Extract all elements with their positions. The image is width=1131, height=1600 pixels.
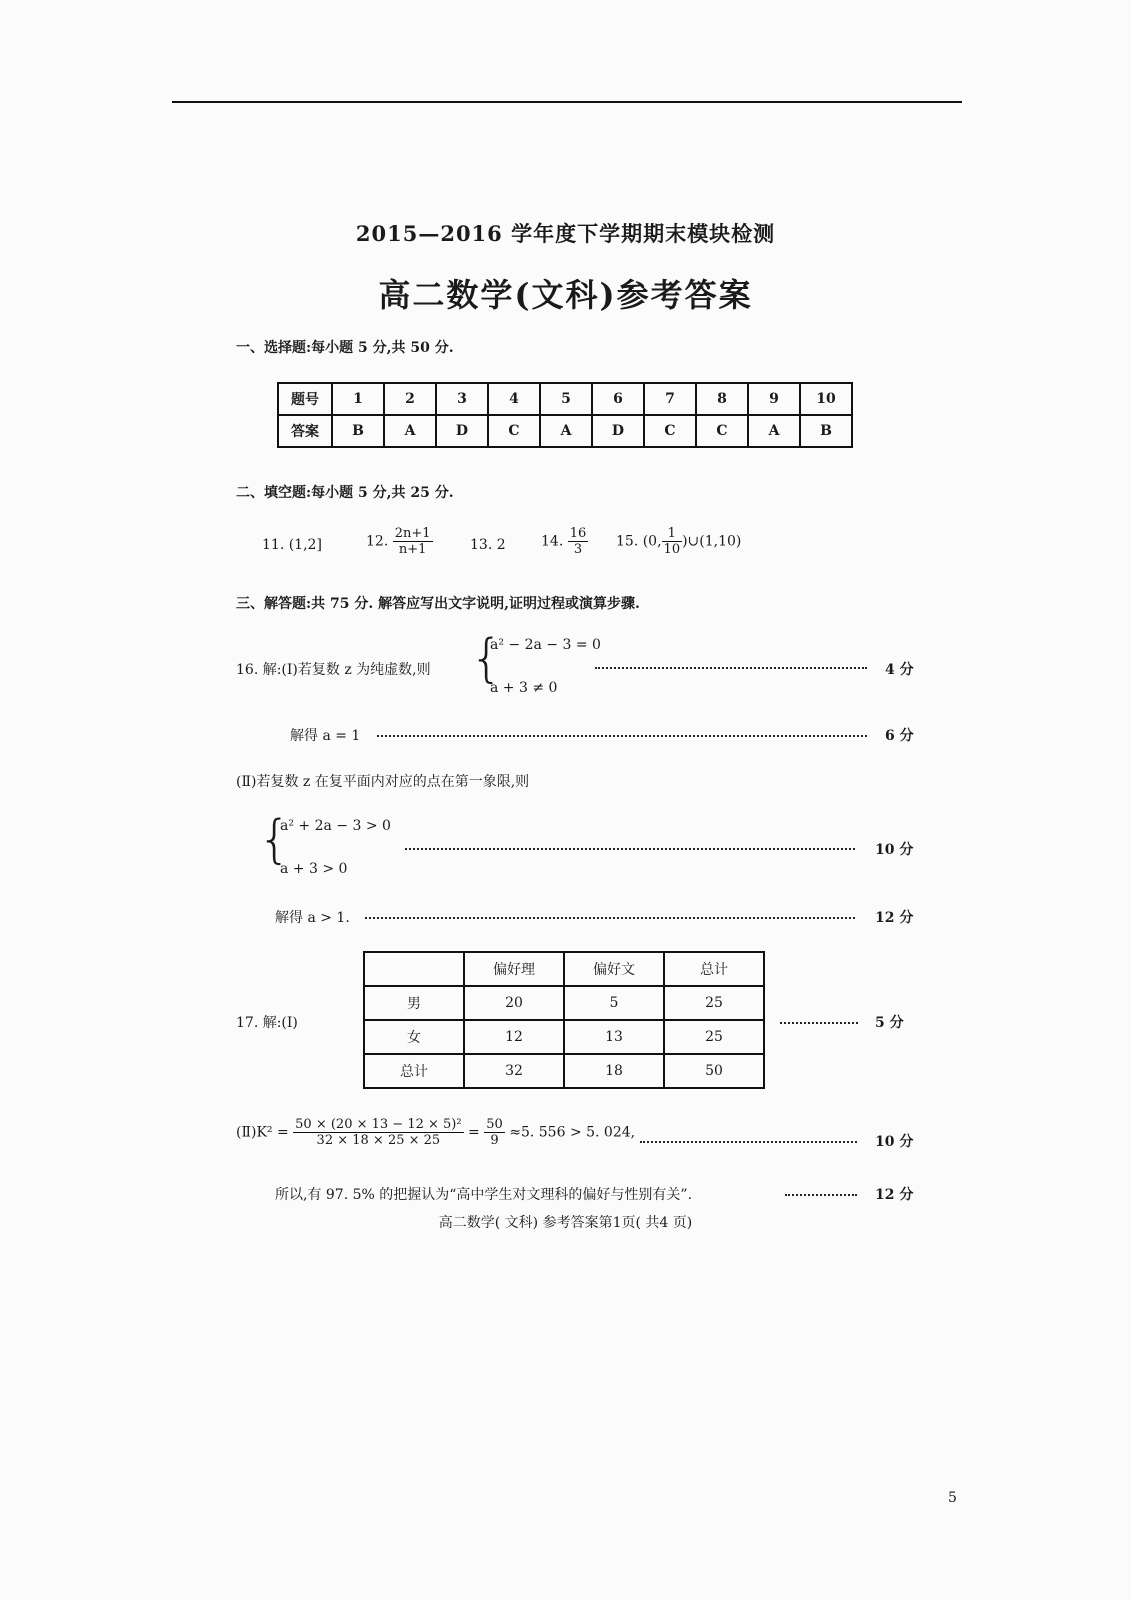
- answer-cell: C: [488, 415, 540, 447]
- leader-dots: [780, 1022, 858, 1024]
- table-cell: 5: [564, 986, 664, 1020]
- top-rule: [172, 101, 962, 103]
- answer-cell: B: [332, 415, 384, 447]
- q17-lead: 17. 解:(Ⅰ): [236, 1015, 298, 1031]
- page-number: 5: [948, 1490, 957, 1506]
- q17-part2: [236, 1117, 635, 1148]
- section1-heading: 一、选择题:每小题 5 分,共 50 分.: [236, 340, 454, 356]
- contingency-table: [363, 951, 765, 1089]
- table-cell: 32: [464, 1054, 564, 1088]
- denominator: n+1: [398, 542, 427, 557]
- table-cell: 20: [464, 986, 564, 1020]
- table-row: [364, 1020, 764, 1054]
- q16-solution-1: 解得 a = 1: [290, 728, 361, 744]
- answer-cell: C: [644, 415, 696, 447]
- q17-conclusion: 所以,有 97. 5% 的把握认为“高中学生对文理科的偏好与性别有关”.: [275, 1187, 693, 1203]
- question-number: 9: [748, 383, 800, 415]
- table-header: [364, 952, 464, 986]
- table-cell: 25: [664, 1020, 764, 1054]
- denominator: 32 × 18 × 25 × 25: [316, 1133, 441, 1148]
- leader-dots: [365, 917, 855, 919]
- table-cell: 18: [564, 1054, 664, 1088]
- question-number: 4: [488, 383, 540, 415]
- answer-cell: C: [696, 415, 748, 447]
- section2-heading: 二、填空题:每小题 5 分,共 25 分.: [236, 485, 454, 501]
- answer-cell: A: [384, 415, 436, 447]
- ratio-fraction: [484, 1117, 505, 1148]
- answer-12-label: 12.: [366, 533, 389, 550]
- exam-title: 2015—2016 学年度下学期期末模块检测: [355, 221, 776, 246]
- answer-cell: D: [436, 415, 488, 447]
- answer-15-prefix: 15. (0,: [616, 533, 662, 550]
- answer-cell: A: [540, 415, 592, 447]
- answer-cell: A: [748, 415, 800, 447]
- page-footer: 高二数学( 文科) 参考答案第1页( 共4 页): [438, 1215, 693, 1231]
- numerator: 1: [662, 526, 683, 542]
- question-number: 7: [644, 383, 696, 415]
- leader-dots: [377, 735, 867, 737]
- table-header: 总计: [664, 952, 764, 986]
- fraction: [393, 526, 433, 557]
- answer-key-title: 高二数学(文科)参考答案: [378, 276, 753, 314]
- q16-equation-3: a² + 2a − 3 > 0: [280, 818, 391, 834]
- k2-fraction: [293, 1117, 463, 1148]
- denominator: 3: [573, 542, 583, 557]
- question-number: 5: [540, 383, 592, 415]
- denominator: 10: [663, 542, 681, 557]
- table-cell: 12: [464, 1020, 564, 1054]
- answer-14-label: 14.: [541, 533, 564, 550]
- table-row: [364, 952, 764, 986]
- score-label: 10 分: [875, 842, 914, 858]
- question-number: 8: [696, 383, 748, 415]
- table-cell: 男: [364, 986, 464, 1020]
- table-row: [278, 415, 852, 447]
- system-brace: {: [258, 810, 292, 870]
- table-row: [364, 1054, 764, 1088]
- table-row: [364, 986, 764, 1020]
- question-number: 10: [800, 383, 852, 415]
- score-label: 4 分: [885, 662, 914, 678]
- answer-15-suffix: )∪(1,10): [682, 533, 742, 550]
- q16-solution-2: 解得 a > 1.: [275, 910, 350, 926]
- system-brace: {: [470, 629, 504, 689]
- question-number: 3: [436, 383, 488, 415]
- section3-heading: 三、解答题:共 75 分. 解答应写出文字说明,证明过程或演算步骤.: [236, 596, 640, 612]
- denominator: 9: [490, 1133, 499, 1148]
- table-cell: 13: [564, 1020, 664, 1054]
- answer-12: [366, 526, 433, 557]
- numerator: 2n+1: [394, 526, 431, 541]
- k2-result: ≈5. 556 > 5. 024,: [509, 1124, 636, 1141]
- answer-11: 11. (1,2]: [262, 537, 322, 553]
- q16-equation-1: a² − 2a − 3 = 0: [490, 637, 601, 653]
- table-header: 偏好理: [464, 952, 564, 986]
- table-cell: 25: [664, 986, 764, 1020]
- fraction: [568, 526, 589, 557]
- answer-15: [616, 526, 741, 557]
- q16-lead: 16. 解:(Ⅰ)若复数 z 为纯虚数,则: [236, 662, 431, 678]
- numerator: 50: [486, 1117, 503, 1132]
- table-cell: 女: [364, 1020, 464, 1054]
- leader-dots: [785, 1194, 857, 1196]
- leader-dots: [640, 1141, 857, 1143]
- score-label: 10 分: [875, 1134, 914, 1150]
- table-header: 偏好文: [564, 952, 664, 986]
- row-label: 题号: [278, 383, 332, 415]
- score-label: 6 分: [885, 728, 914, 744]
- answer-14: [541, 526, 588, 557]
- question-number: 6: [592, 383, 644, 415]
- question-number: 1: [332, 383, 384, 415]
- q16-equation-4: a + 3 > 0: [280, 861, 348, 877]
- numerator: 50 × (20 × 13 − 12 × 5)²: [295, 1117, 462, 1132]
- table-row: [278, 383, 852, 415]
- row-label: 答案: [278, 415, 332, 447]
- q16-equation-2: a + 3 ≠ 0: [490, 680, 558, 696]
- numerator: 16: [569, 526, 587, 541]
- leader-dots: [405, 848, 855, 850]
- k2-label: (Ⅱ)K² =: [236, 1124, 289, 1141]
- q16-part2-lead: (Ⅱ)若复数 z 在复平面内对应的点在第一象限,则: [236, 774, 530, 790]
- answer-13: 13. 2: [470, 537, 506, 553]
- score-label: 12 分: [875, 910, 914, 926]
- score-label: 5 分: [875, 1015, 904, 1031]
- fraction: [662, 526, 683, 557]
- answer-cell: D: [592, 415, 644, 447]
- score-label: 12 分: [875, 1187, 914, 1203]
- equals-sign: =: [468, 1124, 480, 1141]
- question-number: 2: [384, 383, 436, 415]
- choice-answer-table: [277, 382, 853, 448]
- leader-dots: [595, 667, 867, 669]
- table-cell: 总计: [364, 1054, 464, 1088]
- answer-cell: B: [800, 415, 852, 447]
- table-cell: 50: [664, 1054, 764, 1088]
